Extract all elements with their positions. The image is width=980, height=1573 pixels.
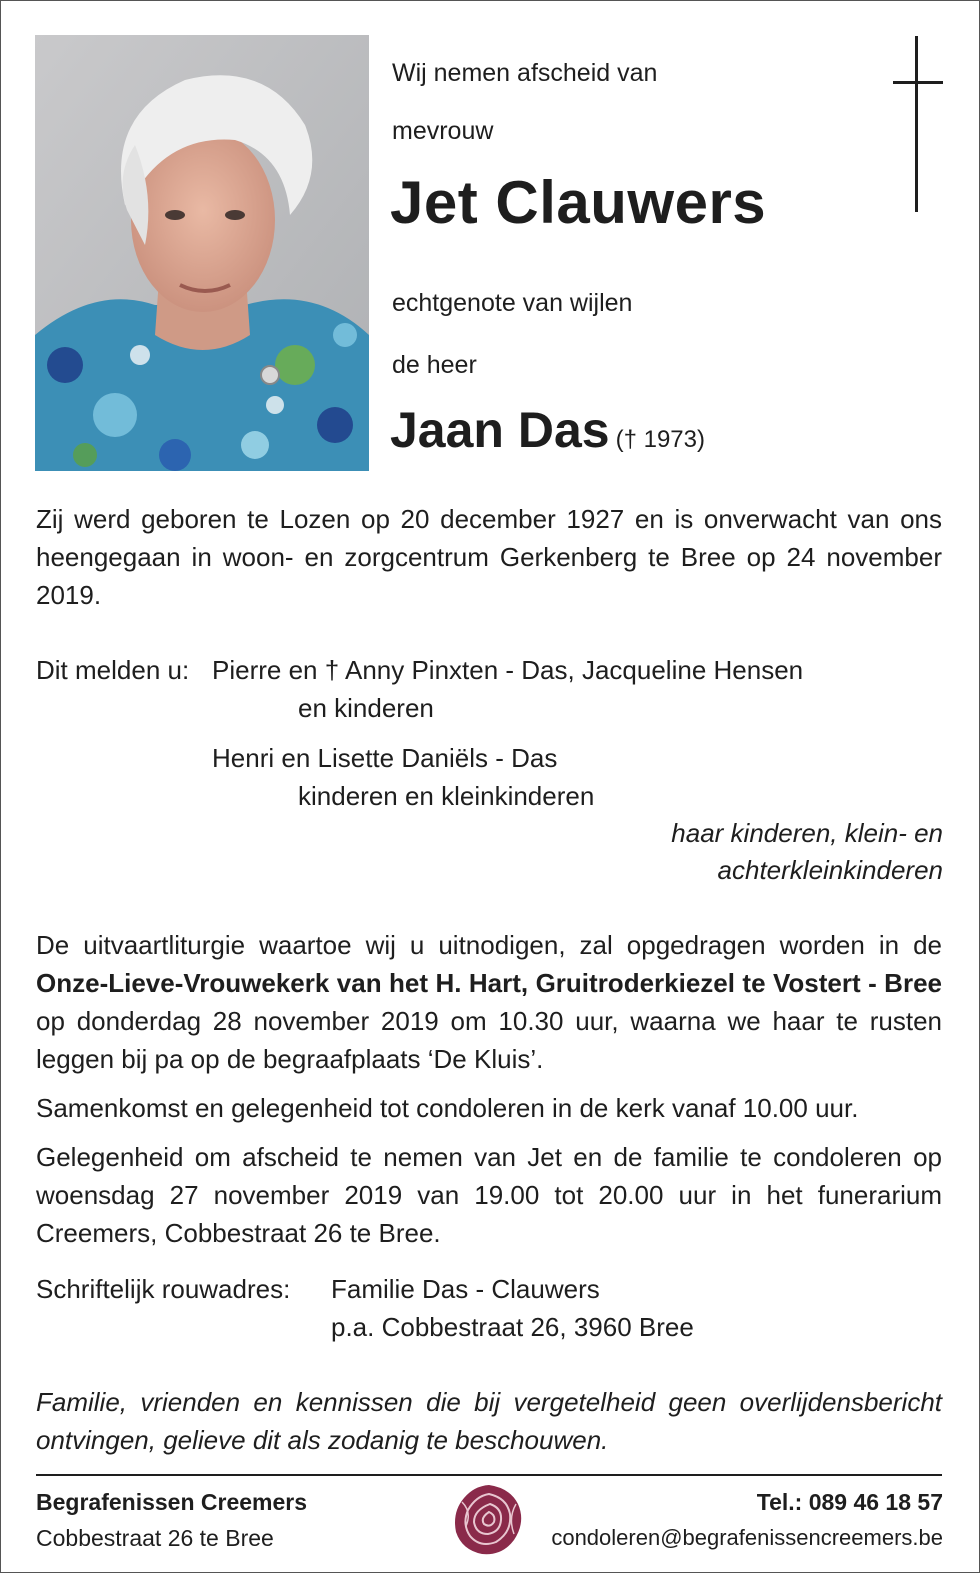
footer-divider xyxy=(36,1474,942,1476)
address-label: Schriftelijk rouwadres: xyxy=(36,1274,291,1304)
gathering-paragraph: Samenkomst en gelegenheid tot condoleren in de kerk vanaf 10.00 uur. xyxy=(36,1093,859,1123)
church-name: Onze-Lieve-Vrouwekerk van het H. Hart, Gruitroderkiezel te Vostert - Bree xyxy=(36,968,942,998)
spouse-title-line: de heer xyxy=(392,351,477,379)
company-name: Begrafenissen Creemers xyxy=(36,1489,308,1515)
visitation-paragraph: Gelegenheid om afscheid te nemen van Jet en de familie te condoleren op woensdag 27 november 2019 van 19.00 tot 20.00 uur in het funerarium Creemers, Cobbestraat 26 te Bree. xyxy=(36,1142,942,1248)
family-1-line-1: Pierre en † Anny Pinxten - Das, Jacqueline Hensen xyxy=(212,655,804,685)
cross-icon xyxy=(893,36,943,214)
family-1-line-2: en kinderen xyxy=(298,693,434,723)
company-phone: Tel.: 089 46 18 57 xyxy=(756,1489,943,1515)
address-line-2: p.a. Cobbestraat 26, 3960 Bree xyxy=(331,1312,694,1342)
portrait-photo xyxy=(35,35,369,471)
funeral-text-start: De uitvaartliturgie waartoe wij u uitnodigen, zal opgedragen worden in de xyxy=(36,930,942,960)
family-2-line-2: kinderen en kleinkinderen xyxy=(298,781,595,811)
descendants-line-1: haar kinderen, klein- en xyxy=(671,818,943,848)
funeral-text-end: op donderdag 28 november 2019 om 10.30 uur, waarna we haar te rusten leggen bij pa op de begraafplaats ‘De Kluis’. xyxy=(36,1006,942,1074)
descendants-line-2: achterkleinkinderen xyxy=(717,855,943,885)
spouse-death-year: († 1973) xyxy=(615,426,705,453)
relation-line: echtgenote van wijlen xyxy=(392,289,633,317)
company-email: condoleren@begrafenissencreemers.be xyxy=(551,1525,943,1550)
spouse-name-line xyxy=(390,402,705,468)
family-2-line-1: Henri en Lisette Daniëls - Das xyxy=(212,743,558,773)
spouse-name: Jaan Das xyxy=(390,402,610,458)
rose-icon xyxy=(452,1482,526,1558)
deceased-name: Jet Clauwers xyxy=(390,169,767,236)
address-line-1: Familie Das - Clauwers xyxy=(331,1274,600,1304)
birth-paragraph: Zij werd geboren te Lozen op 20 december 1927 en is onverwacht van ons heengegaan in woon- en zorgcentrum Gerkenberg te Bree op 24 november 2019. xyxy=(36,504,942,610)
intro-line: Wij nemen afscheid van xyxy=(392,59,658,87)
company-address: Cobbestraat 26 te Bree xyxy=(36,1525,274,1551)
funeral-paragraph xyxy=(36,926,942,1078)
title-line: mevrouw xyxy=(392,117,494,145)
announcers-lead: Dit melden u: xyxy=(36,655,190,685)
notice-paragraph: Familie, vrienden en kennissen die bij vergetelheid geen overlijdensbericht ontvingen, gelieve dit als zodanig te beschouwen. xyxy=(36,1387,942,1455)
